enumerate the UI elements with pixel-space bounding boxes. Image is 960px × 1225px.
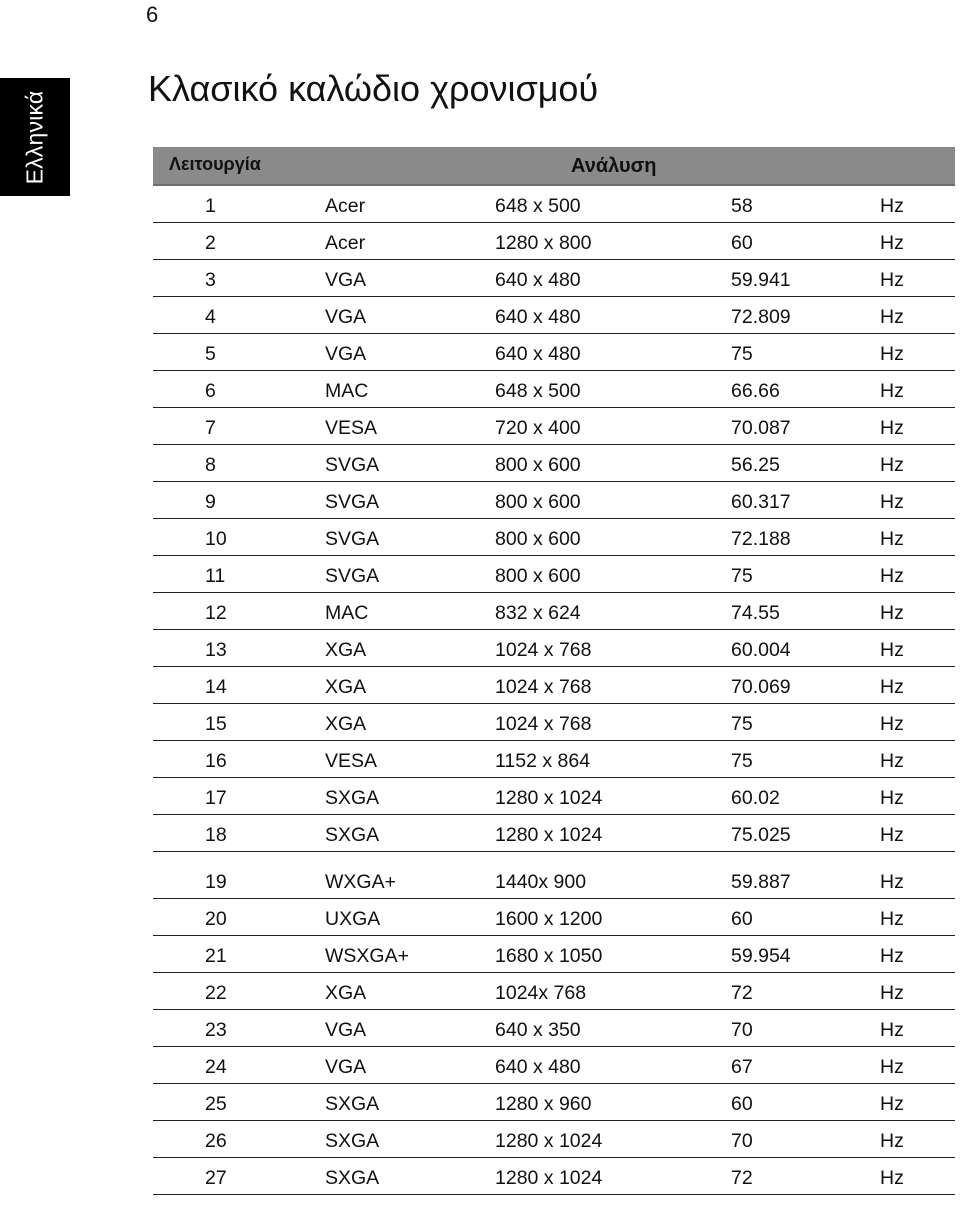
row-mode: MAC: [325, 602, 369, 624]
row-resolution: 640 x 480: [495, 269, 581, 291]
table-row: [153, 1121, 955, 1158]
row-resolution: 1024x 768: [495, 982, 587, 1004]
row-mode: XGA: [325, 639, 367, 661]
table-row: [153, 1158, 955, 1195]
row-frequency: 66.66: [731, 380, 780, 402]
row-resolution: 648 x 500: [495, 195, 581, 217]
row-number: 17: [205, 787, 227, 809]
row-number: 27: [205, 1167, 227, 1189]
row-number: 10: [205, 528, 227, 550]
row-mode: VGA: [325, 269, 367, 291]
row-unit: Hz: [880, 787, 904, 809]
table-body: [153, 186, 955, 1195]
table-row: [153, 778, 955, 815]
row-frequency: 75.025: [731, 824, 791, 846]
row-frequency: 67: [731, 1056, 753, 1078]
row-mode: XGA: [325, 982, 367, 1004]
row-number: 20: [205, 908, 227, 930]
row-resolution: 800 x 600: [495, 491, 581, 513]
row-resolution: 800 x 600: [495, 454, 581, 476]
table-row: [153, 593, 955, 630]
row-unit: Hz: [880, 491, 904, 513]
table-row: [153, 630, 955, 667]
row-mode: SXGA: [325, 824, 380, 846]
row-resolution: 1680 x 1050: [495, 945, 603, 967]
row-number: 11: [205, 565, 226, 587]
row-unit: Hz: [880, 232, 904, 254]
row-number: 23: [205, 1019, 227, 1041]
row-resolution: 640 x 480: [495, 1056, 581, 1078]
table-row: [153, 1010, 955, 1047]
row-mode: Acer: [325, 195, 366, 217]
row-unit: Hz: [880, 676, 904, 698]
row-unit: Hz: [880, 417, 904, 439]
row-frequency: 75: [731, 750, 753, 772]
table-row: [153, 1047, 955, 1084]
row-number: 12: [205, 602, 227, 624]
row-resolution: 1600 x 1200: [495, 908, 603, 930]
row-resolution: 832 x 624: [495, 602, 581, 624]
row-number: 5: [205, 343, 216, 365]
row-unit: Hz: [880, 602, 904, 624]
row-frequency: 60: [731, 1093, 753, 1115]
language-side-tab: [0, 78, 70, 196]
row-frequency: 70.069: [731, 676, 791, 698]
row-frequency: 72: [731, 982, 753, 1004]
header-resolution: Ανάλυση: [571, 155, 657, 177]
row-frequency: 72.188: [731, 528, 791, 550]
table-row: [153, 223, 955, 260]
row-unit: Hz: [880, 454, 904, 476]
row-mode: XGA: [325, 713, 367, 735]
row-resolution: 800 x 600: [495, 565, 581, 587]
row-mode: SVGA: [325, 528, 380, 550]
row-unit: Hz: [880, 639, 904, 661]
language-tab-label: Ελληνικά: [21, 90, 48, 184]
row-unit: Hz: [880, 713, 904, 735]
row-number: 13: [205, 639, 227, 661]
row-resolution: 1024 x 768: [495, 713, 592, 735]
row-resolution: 1440x 900: [495, 871, 587, 893]
table-row: [153, 334, 955, 371]
row-number: 14: [205, 676, 227, 698]
row-number: 9: [205, 491, 216, 513]
table-row: [153, 667, 955, 704]
row-unit: Hz: [880, 380, 904, 402]
row-mode: VGA: [325, 1019, 367, 1041]
row-resolution: 1280 x 1024: [495, 824, 603, 846]
row-resolution: 800 x 600: [495, 528, 581, 550]
table-header: [153, 147, 955, 186]
table-row: [153, 973, 955, 1010]
row-resolution: 648 x 500: [495, 380, 581, 402]
row-resolution: 720 x 400: [495, 417, 581, 439]
row-frequency: 56.25: [731, 454, 780, 476]
row-frequency: 59.954: [731, 945, 791, 967]
row-unit: Hz: [880, 528, 904, 550]
row-number: 8: [205, 454, 216, 476]
table-row: [153, 408, 955, 445]
row-mode: SVGA: [325, 491, 380, 513]
row-unit: Hz: [880, 269, 904, 291]
row-frequency: 72: [731, 1167, 753, 1189]
row-number: 2: [205, 232, 216, 254]
row-mode: VGA: [325, 306, 367, 328]
row-mode: SVGA: [325, 565, 380, 587]
row-mode: SXGA: [325, 1130, 380, 1152]
row-frequency: 70: [731, 1130, 753, 1152]
header-mode: Λειτουργία: [169, 154, 261, 174]
row-mode: SXGA: [325, 1093, 380, 1115]
row-mode: XGA: [325, 676, 367, 698]
row-frequency: 60: [731, 232, 753, 254]
row-resolution: 1280 x 1024: [495, 1167, 603, 1189]
row-mode: VGA: [325, 1056, 367, 1078]
row-frequency: 60.02: [731, 787, 780, 809]
table-row: [153, 186, 955, 223]
table-row: [153, 899, 955, 936]
row-number: 6: [205, 380, 216, 402]
table-row: [153, 482, 955, 519]
row-number: 21: [205, 945, 227, 967]
table-row: [153, 1084, 955, 1121]
table-row: [153, 297, 955, 334]
row-unit: Hz: [880, 750, 904, 772]
timing-table: [153, 147, 955, 1195]
row-number: 1: [205, 195, 216, 217]
table-row: [153, 519, 955, 556]
row-mode: Acer: [325, 232, 366, 254]
row-mode: SXGA: [325, 787, 380, 809]
table-row: [153, 741, 955, 778]
row-frequency: 60: [731, 908, 753, 930]
row-mode: MAC: [325, 380, 369, 402]
row-unit: Hz: [880, 871, 904, 893]
table-row: [153, 862, 955, 899]
row-resolution: 640 x 480: [495, 306, 581, 328]
row-frequency: 59.887: [731, 871, 791, 893]
row-resolution: 1280 x 1024: [495, 787, 603, 809]
row-mode: VESA: [325, 417, 378, 439]
table-row: [153, 556, 955, 593]
page-title: Κλασικό καλώδιο χρονισμού: [148, 68, 599, 109]
row-mode: VESA: [325, 750, 378, 772]
row-resolution: 640 x 480: [495, 343, 581, 365]
row-number: 18: [205, 824, 227, 846]
row-frequency: 75: [731, 565, 753, 587]
table-row: [153, 704, 955, 741]
row-resolution: 1280 x 800: [495, 232, 592, 254]
row-resolution: 1280 x 1024: [495, 1130, 603, 1152]
row-frequency: 72.809: [731, 306, 791, 328]
row-number: 15: [205, 713, 227, 735]
row-resolution: 1024 x 768: [495, 639, 592, 661]
page-number: 6: [146, 2, 159, 27]
row-unit: Hz: [880, 1167, 904, 1189]
row-frequency: 75: [731, 713, 753, 735]
row-unit: Hz: [880, 1130, 904, 1152]
row-frequency: 70: [731, 1019, 753, 1041]
row-resolution: 1280 x 960: [495, 1093, 592, 1115]
row-mode: VGA: [325, 343, 367, 365]
row-unit: Hz: [880, 908, 904, 930]
row-unit: Hz: [880, 982, 904, 1004]
row-number: 19: [205, 871, 227, 893]
row-number: 24: [205, 1056, 227, 1078]
row-frequency: 58: [731, 195, 753, 217]
row-mode: WXGA+: [325, 871, 396, 893]
row-unit: Hz: [880, 945, 904, 967]
row-mode: SXGA: [325, 1167, 380, 1189]
row-number: 7: [205, 417, 216, 439]
table-row: [153, 815, 955, 852]
table-row: [153, 936, 955, 973]
row-unit: Hz: [880, 1019, 904, 1041]
row-number: 3: [205, 269, 216, 291]
table-row: [153, 371, 955, 408]
row-number: 16: [205, 750, 227, 772]
row-unit: Hz: [880, 565, 904, 587]
row-unit: Hz: [880, 824, 904, 846]
row-mode: UXGA: [325, 908, 381, 930]
row-frequency: 59.941: [731, 269, 791, 291]
row-number: 26: [205, 1130, 227, 1152]
row-resolution: 640 x 350: [495, 1019, 581, 1041]
row-unit: Hz: [880, 1056, 904, 1078]
row-resolution: 1024 x 768: [495, 676, 592, 698]
row-number: 22: [205, 982, 227, 1004]
row-mode: SVGA: [325, 454, 380, 476]
row-frequency: 74.55: [731, 602, 780, 624]
row-number: 4: [205, 306, 216, 328]
table-row: [153, 445, 955, 482]
row-resolution: 1152 x 864: [495, 750, 591, 772]
row-frequency: 60.317: [731, 491, 791, 513]
row-frequency: 75: [731, 343, 753, 365]
row-unit: Hz: [880, 1093, 904, 1115]
row-mode: WSXGA+: [325, 945, 409, 967]
row-unit: Hz: [880, 306, 904, 328]
row-unit: Hz: [880, 195, 904, 217]
row-unit: Hz: [880, 343, 904, 365]
row-number: 25: [205, 1093, 227, 1115]
row-frequency: 60.004: [731, 639, 791, 661]
table-row: [153, 260, 955, 297]
row-frequency: 70.087: [731, 417, 791, 439]
